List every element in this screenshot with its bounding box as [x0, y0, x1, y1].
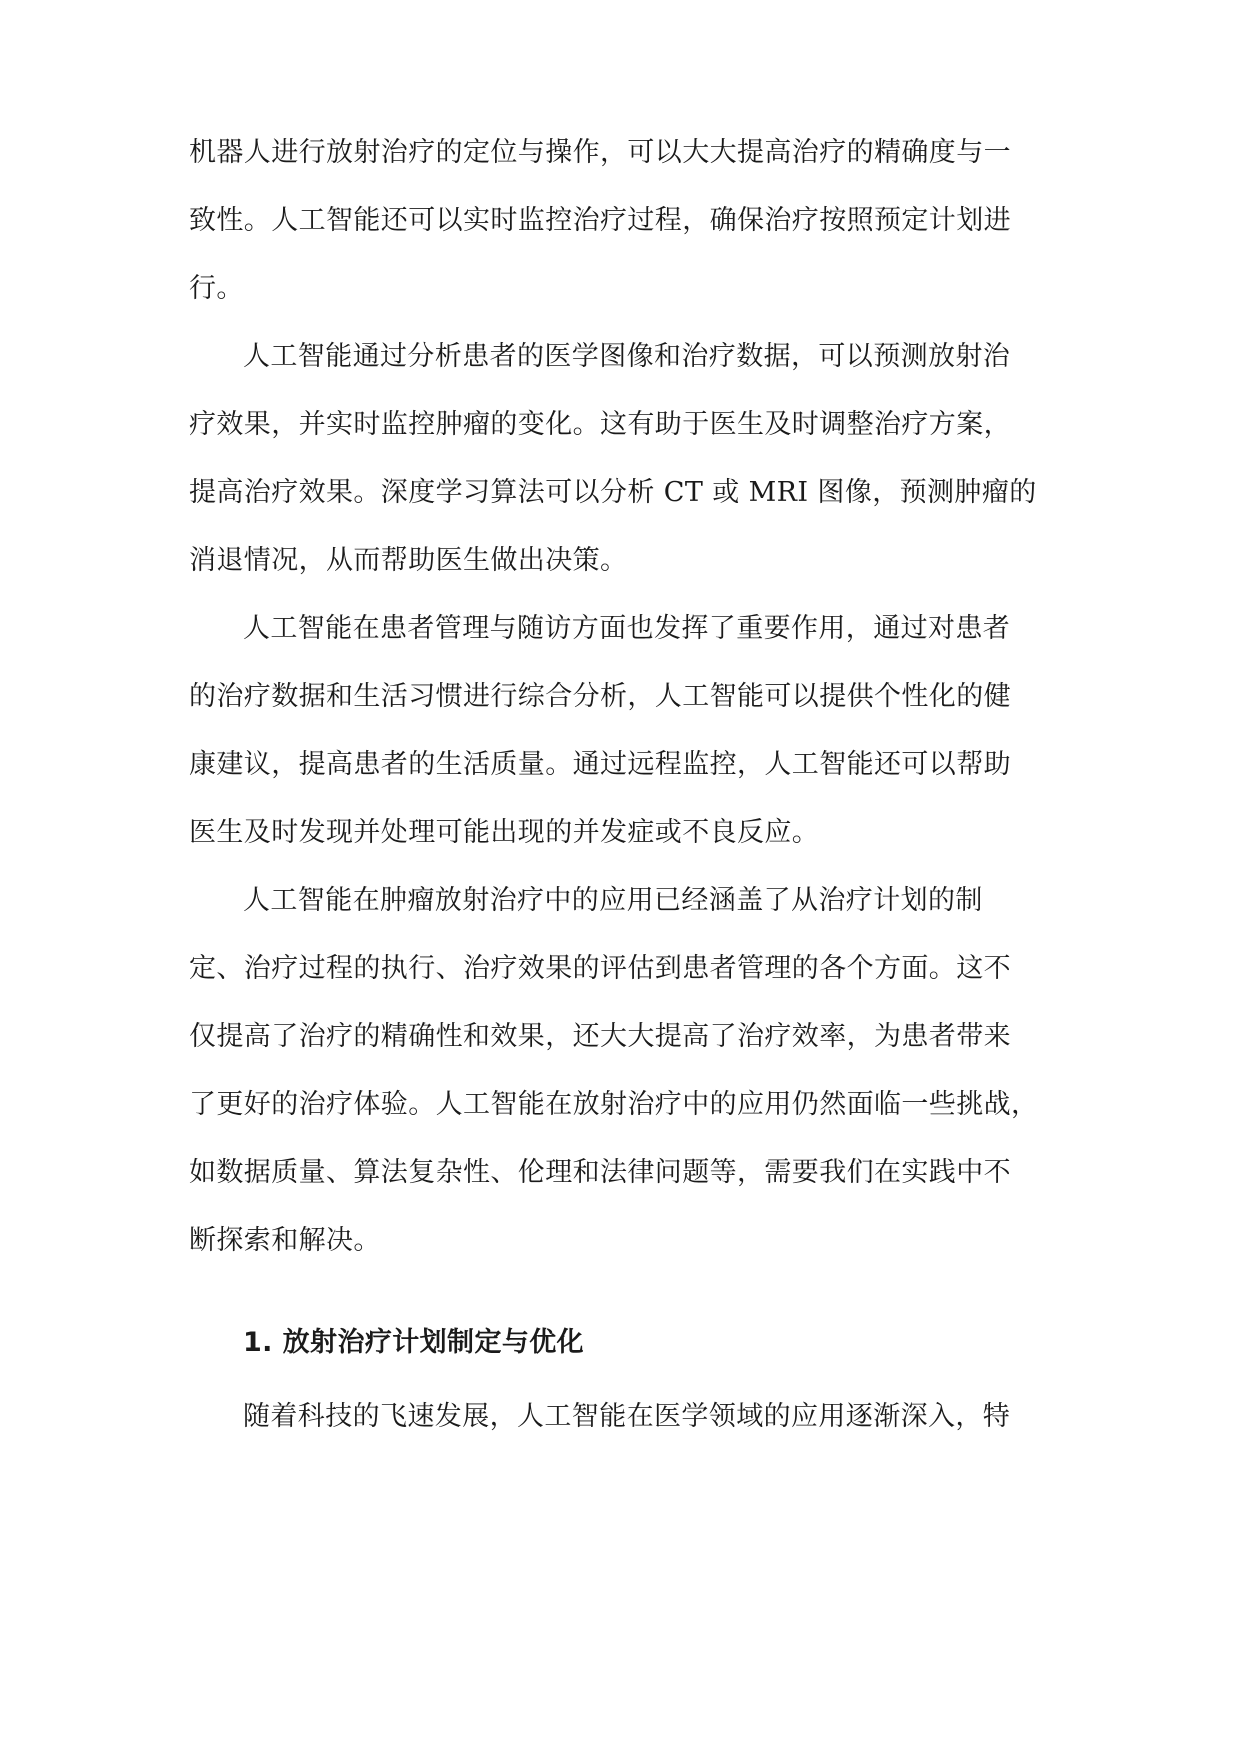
paragraph-line: 疗效果，并实时监控肿瘤的变化。这有助于医生及时调整治疗方案，	[189, 409, 1011, 440]
paragraph-line: 断探索和解决。	[189, 1225, 381, 1256]
paragraph-line: 如数据质量、算法复杂性、伦理和法律问题等，需要我们在实践中不	[189, 1157, 1011, 1188]
paragraph-line: 医生及时发现并处理可能出现的并发症或不良反应。	[189, 817, 820, 848]
paragraph-line: 康建议，提高患者的生活质量。通过远程监控，人工智能还可以帮助	[189, 749, 1011, 780]
paragraph-line: 消退情况，从而帮助医生做出决策。	[189, 545, 628, 576]
paragraph-line: 人工智能在肿瘤放射治疗中的应用已经涵盖了从治疗计划的制	[243, 885, 983, 916]
paragraph-line: 人工智能在患者管理与随访方面也发挥了重要作用，通过对患者	[243, 613, 1011, 644]
paragraph-line: 仅提高了治疗的精确性和效果，还大大提高了治疗效率，为患者带来	[189, 1021, 1011, 1052]
paragraph-line: 的治疗数据和生活习惯进行综合分析，人工智能可以提供个性化的健	[189, 681, 1011, 712]
paragraph-line: 人工智能通过分析患者的医学图像和治疗数据，可以预测放射治	[243, 341, 1011, 372]
paragraph-line: 提高治疗效果。深度学习算法可以分析 CT 或 MRI 图像，预测肿瘤的	[189, 477, 1037, 508]
paragraph-line: 致性。人工智能还可以实时监控治疗过程，确保治疗按照预定计划进	[189, 205, 1011, 236]
paragraph-line: 定、治疗过程的执行、治疗效果的评估到患者管理的各个方面。这不	[189, 953, 1011, 984]
section-heading: 1. 放射治疗计划制定与优化	[243, 1327, 585, 1358]
paragraph-line: 随着科技的飞速发展，人工智能在医学领域的应用逐渐深入，特	[243, 1401, 1011, 1432]
paragraph-line: 行。	[189, 273, 244, 304]
paragraph-line: 了更好的治疗体验。人工智能在放射治疗中的应用仍然面临一些挑战，	[189, 1089, 1039, 1120]
paragraph-line: 机器人进行放射治疗的定位与操作，可以大大提高治疗的精确度与一	[189, 137, 1011, 168]
